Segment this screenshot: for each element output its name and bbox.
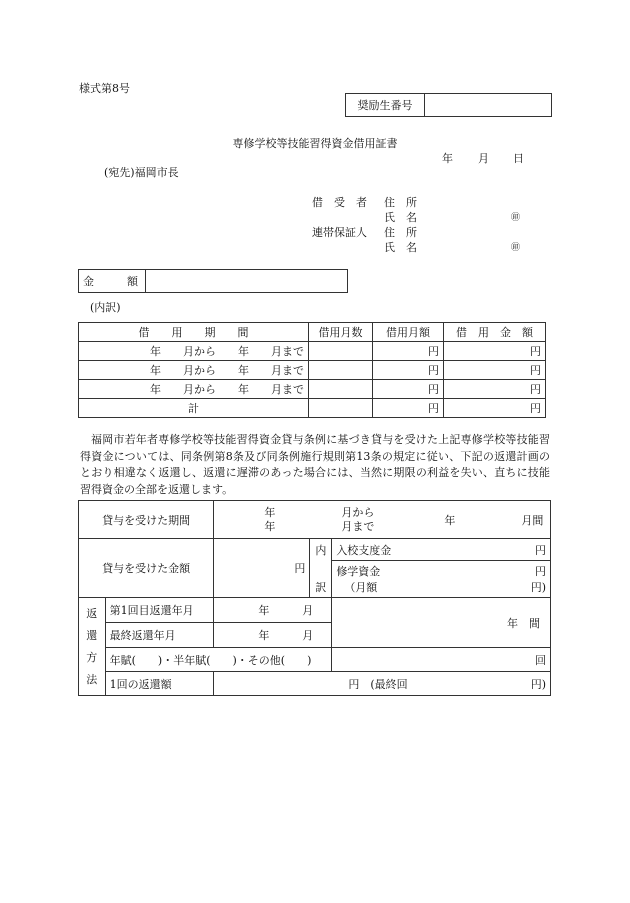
study-yen: 円	[535, 565, 546, 578]
header-total: 借 用 金 額	[444, 323, 546, 342]
terms-paragraph: 福岡市若年者専修学校等技能習得資金貸与条例に基づき貸与を受けた上記専修学校等技能習得資金については、同条例第8条及び同条例施行規則第13条の規定に従い、下記の返還計画のとおり相違なく返還し、返還に遅滞のあった場合には、当然に期限の利益を失い、直ちに技能習得資金の全部を返還します。	[80, 433, 550, 496]
amount-field[interactable]	[146, 270, 348, 293]
date-year: 年	[442, 152, 453, 165]
table-header-row	[79, 323, 546, 342]
amount-label: 金 額	[79, 270, 146, 293]
last-repay-value[interactable]: 年 月	[214, 623, 332, 648]
period-cell[interactable]: 年 月から 年 月まで	[79, 342, 309, 361]
total-label: 計	[79, 399, 309, 418]
guarantor-name-label: 氏 名	[384, 241, 417, 254]
borrower-label: 借 受 者	[312, 196, 367, 209]
repayment-table	[78, 500, 551, 696]
first-repay-row	[79, 598, 551, 623]
monthly-total-cell[interactable]: 円	[373, 399, 444, 418]
student-number-field[interactable]	[425, 94, 552, 117]
period-label: 貸与を受けた期間	[79, 501, 214, 539]
table-row	[79, 342, 546, 361]
period-cell[interactable]: 年 月から 年 月まで	[79, 380, 309, 399]
months-cell[interactable]	[309, 380, 373, 399]
guarantor-label: 連帯保証人	[312, 226, 367, 239]
borrower-address-label: 住 所	[384, 196, 417, 209]
per-final-yen: 円)	[530, 677, 546, 691]
monthly-cell[interactable]: 円	[373, 361, 444, 380]
monthly-yen: 円)	[530, 581, 546, 594]
amount-row	[79, 539, 551, 561]
borrower-seal-icon: ㊞	[511, 213, 521, 223]
first-repay-label: 第1回目返還年月	[105, 598, 214, 623]
header-monthly: 借用月額	[373, 323, 444, 342]
date-day: 日	[513, 152, 524, 165]
guarantor-seal-icon: ㊞	[511, 243, 521, 253]
total-cell[interactable]: 円	[444, 342, 546, 361]
times-cell[interactable]: 回	[332, 648, 551, 672]
study-label: 修学資金	[336, 565, 381, 578]
breakdown-char-2: 訳	[310, 577, 332, 598]
period-from: 年 月から	[264, 505, 375, 519]
header-months: 借用月数	[309, 323, 373, 342]
header-period: 借 用 期 間	[79, 323, 309, 342]
months-total-cell[interactable]	[309, 399, 373, 418]
student-number-label: 奨励生番号	[346, 94, 425, 117]
breakdown-caption: (内訳)	[90, 301, 121, 314]
period-cell[interactable]: 年 月から 年 月まで	[79, 361, 309, 380]
study-fund[interactable]	[332, 561, 551, 598]
received-amount-label: 貸与を受けた金額	[79, 539, 214, 598]
total-cell[interactable]: 円	[444, 361, 546, 380]
admission-label: 入校支度金	[336, 543, 392, 557]
period-to: 年 月まで	[264, 519, 375, 533]
period-months: 年 月間	[444, 513, 544, 527]
total-row	[79, 399, 546, 418]
guarantor-address-label: 住 所	[384, 226, 417, 239]
method-label	[79, 598, 106, 696]
table-row	[79, 380, 546, 399]
student-number-box	[345, 93, 552, 117]
first-repay-value[interactable]: 年 月	[214, 598, 332, 623]
method-label-text: 返還方法	[86, 606, 98, 686]
amount-box	[78, 269, 348, 293]
per-repay-value[interactable]	[214, 672, 551, 696]
last-repay-label: 最終返還年月	[105, 623, 214, 648]
months-cell[interactable]	[309, 342, 373, 361]
monthly-cell[interactable]: 円	[373, 342, 444, 361]
monthly-cell[interactable]: 円	[373, 380, 444, 399]
breakdown-table	[78, 322, 546, 418]
per-repay-row	[79, 672, 551, 696]
frequency-options[interactable]: 年賦( )・半年賦( )・その他( )	[105, 648, 332, 672]
breakdown-char-1: 内	[310, 539, 332, 561]
per-repay-label: 1回の返還額	[105, 672, 214, 696]
per-final-label: 円 (最終回	[348, 677, 408, 691]
months-cell[interactable]	[309, 361, 373, 380]
admission-fund[interactable]	[332, 539, 551, 561]
received-amount-cell[interactable]: 円	[214, 539, 310, 598]
addressee: (宛先)福岡市長	[104, 166, 179, 179]
admission-yen: 円	[535, 543, 546, 557]
form-number: 様式第8号	[79, 82, 130, 95]
total-cell[interactable]: 円	[444, 380, 546, 399]
period-row	[79, 501, 551, 539]
document-title: 専修学校等技能習得資金借用証書	[232, 137, 398, 150]
period-values[interactable]	[214, 501, 551, 539]
date-month: 月	[478, 152, 489, 165]
grand-total-cell[interactable]: 円	[444, 399, 546, 418]
frequency-row	[79, 648, 551, 672]
borrower-name-label: 氏 名	[384, 211, 417, 224]
table-row	[79, 361, 546, 380]
years-cell[interactable]: 年 間	[332, 598, 551, 648]
monthly-label: （月額	[344, 581, 378, 594]
